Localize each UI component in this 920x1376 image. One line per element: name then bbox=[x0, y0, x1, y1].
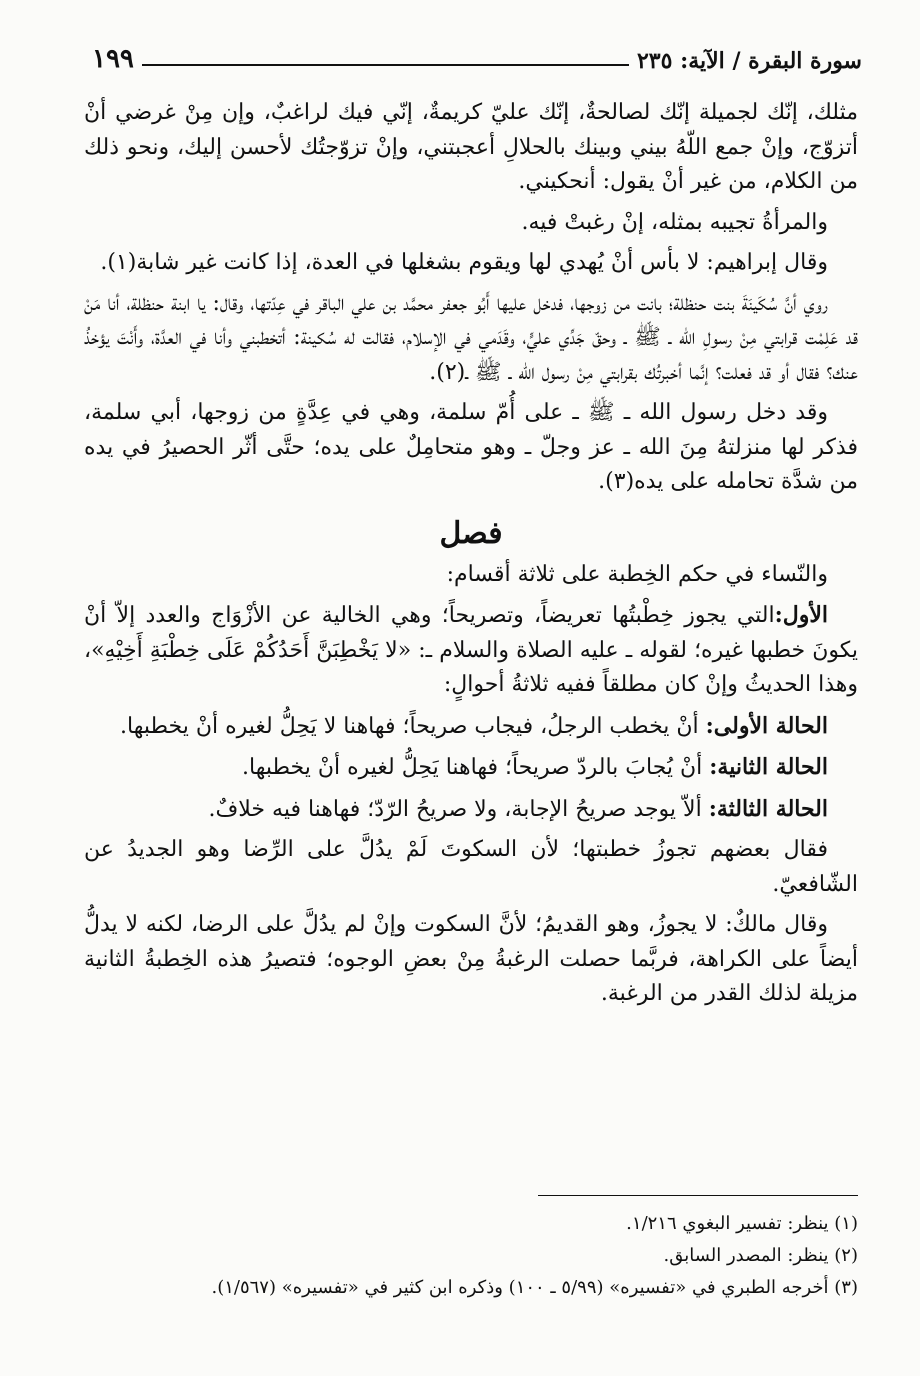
footnote: (١) ينظر: تفسير البغوي ١/٢١٦. bbox=[626, 1213, 858, 1234]
footnote: (٢) ينظر: المصدر السابق. bbox=[663, 1245, 858, 1266]
paragraph: والمرأةُ تجيبه بمثله، إنْ رغبتْ فيه. bbox=[521, 209, 828, 235]
paragraph: وقال إبراهيم: لا بأس أنْ يُهدي لها ويقوم بشغلها في العدة، إذا كانت غير شابة(١). bbox=[100, 250, 828, 275]
paragraph: روي أنَّ سُكَينَةَ بنت حنظلة؛ بانت من زوجها، فدخل عليها أَبُو جعفر محمَّد بن علي الباقر في عِدّتها، وقال: يا ابنة حنظلة، أنا مَنْ قد عَلِمْت قرابتي مِنْ رسولِ الله ـ ﷺ ـ وحقّ جَدِّي عليٍّ، وقَدَمي في الإسلام، فقالت له سُكينة: أتخطبني وأنا في العدَّة، وأَنْتَ يؤخذُ عنك؟ فقال أو قد فعلت؟ إنَّما أخبرتُك بقرابتي مِنْ رسول الله ـ ﷺ ـ(٢). bbox=[84, 290, 858, 385]
paragraph-lead: الأول: bbox=[774, 602, 828, 628]
paragraph-lead: الحالة الثالثة: bbox=[708, 795, 828, 822]
paragraph-text: والنّساء في حكم الخِطبة على ثلاثة أقسام: bbox=[446, 561, 828, 587]
footnotes bbox=[84, 1208, 858, 1304]
footnote-separator bbox=[538, 1195, 858, 1196]
paragraph: مثلك، إنّك لجميلة إنّك لصالحةٌ، إنّك عليّ كريمةٌ، إنّي فيك لراغبٌ، وإن مِنْ غرضي أنْ أتزوّج، وإنْ جمع اللّهُ بيني وبينك بالحلالِ أعجبتني، وإنْ تزوّجتُك لأحسن إليك، ونحو ذلك من الكلام، من غير أنْ يقول: أنحكيني. bbox=[84, 100, 858, 194]
paragraph-text: ألاّ يوجد صريحُ الإجابة، ولا صريحُ الرّدّ؛ فهاهنا فيه خلافٌ. bbox=[208, 796, 702, 822]
paragraph bbox=[84, 833, 858, 902]
running-header bbox=[92, 34, 862, 74]
paragraph-lead: الحالة الأولى: bbox=[705, 712, 828, 739]
paragraph bbox=[84, 598, 858, 703]
main-text bbox=[84, 96, 858, 1018]
paragraph-text: التي يجوز خِطْبتُها تعريضاً، وتصريحاً؛ وهي الخالية عن الأزْوَاج والعدد إلاّ أنْ يكونَ خطبها غيره؛ لقوله ـ عليه الصلاة والسلام ـ: «لا يَخْطِبَنَّ أَحَدُكُمْ عَلَى خِطْبَةِ أَخِيْهِ»، وهذا الحديثُ وإنْ كان مطلقاً ففيه ثلاثةُ أحوالٍ: bbox=[84, 603, 858, 697]
surah-reference: سورة البقرة / الآية: ٢٣٥ bbox=[636, 48, 862, 74]
paragraph-lead: الحالة الثانية: bbox=[709, 754, 828, 780]
paragraph bbox=[84, 792, 858, 828]
paragraph bbox=[84, 558, 858, 593]
footnote: (٣) أخرجه الطبري في «تفسيره» (٥/٩٩ ـ ١٠٠) وذكره ابن كثير في «تفسيره» (١/٥٦٧). bbox=[211, 1277, 858, 1298]
paragraph-text: أنْ يُجابَ بالردّ صريحاً؛ فهاهنا يَحِلُّ لغيره أنْ يخطبها. bbox=[242, 755, 703, 780]
paragraph-text: فقال بعضهم تجوزُ خطبتها؛ لأن السكوتَ لَمْ يدُلَّ على الرِّضا وهو الجديدُ عن الشّافعيّ. bbox=[84, 837, 858, 897]
paragraph bbox=[84, 709, 858, 745]
section-heading: فصل bbox=[439, 515, 503, 551]
paragraph: وقد دخل رسول الله ـ ﷺ ـ على أُمّ سلمة، وهي في عِدَّةٍ من زوجها، أبي سلمة، فذكر لها منزلتهُ مِنَ الله ـ عز وجلّ ـ وهو متحامِلٌ على يده؛ حتَّى أثّر الحصيرُ في يده من شدَّة تحامله على يده(٣). bbox=[84, 400, 858, 494]
paragraph-text: أنْ يخطب الرجلُ، فيجاب صريحاً؛ فهاهنا لا يَحِلُّ لغيره أنْ يخطبها. bbox=[120, 713, 699, 739]
paragraph bbox=[84, 908, 858, 1012]
page-number: ١٩٩ bbox=[92, 44, 134, 74]
header-rule bbox=[142, 64, 629, 66]
paragraph bbox=[84, 750, 858, 786]
paragraph-text: وقال مالكٌ: لا يجوزُ، وهو القديمُ؛ لأنَّ السكوت وإنْ لم يدُلَّ على الرضا، لكنه لا يدلُّ أيضاً على الكراهة، فربَّما حصلت الرغبةُ مِنْ بعضِ الوجوه؛ فتصيرُ هذه الخِطبةُ الثانية مزيلة لذلك القدر من الرغبة. bbox=[84, 912, 858, 1006]
